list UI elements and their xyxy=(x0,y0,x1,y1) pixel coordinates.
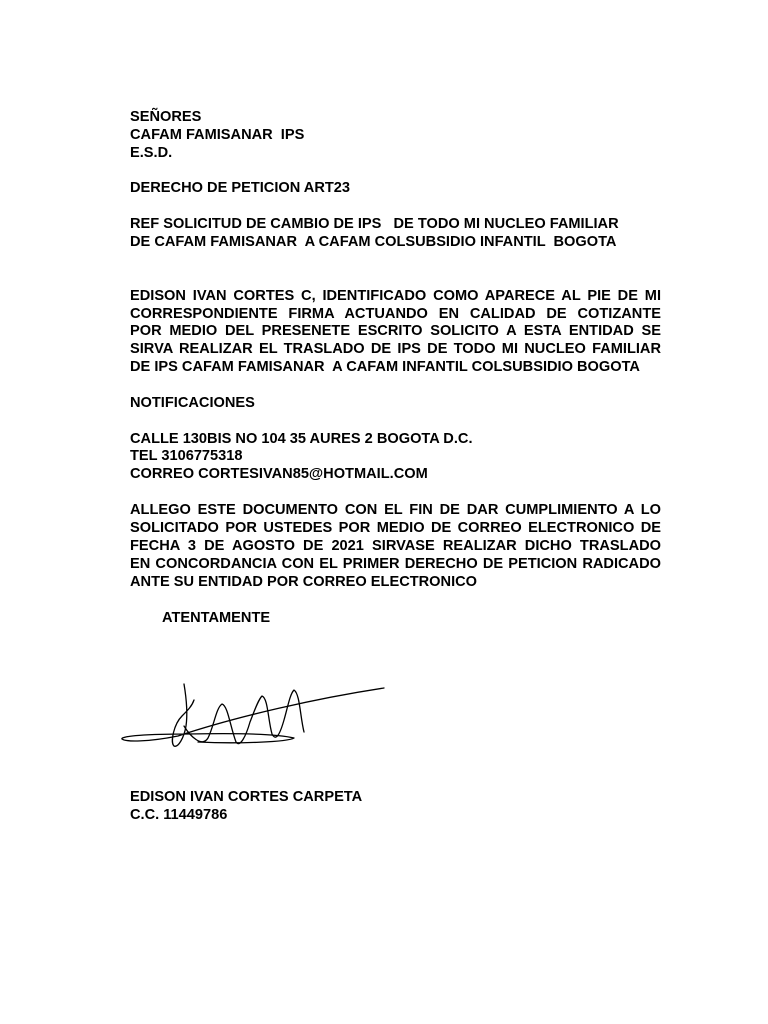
valediction: ATENTAMENTE xyxy=(162,610,271,626)
recipient-line-2: CAFAM FAMISANAR IPS xyxy=(130,127,305,143)
closing-line-5: ANTE SU ENTIDAD POR CORREO ELECTRONICO xyxy=(130,574,478,590)
body-line-5: DE IPS CAFAM FAMISANAR A CAFAM INFANTIL COLSUBSIDIO BOGOTA xyxy=(130,359,640,375)
body-line-2: CORRESPONDIENTE FIRMA ACTUANDO EN CALIDAD DE COTIZANTE xyxy=(130,306,661,322)
recipient-line-1: SEÑORES xyxy=(130,109,202,125)
closing-line-3: FECHA 3 DE AGOSTO DE 2021 SIRVASE REALIZAR DICHO TRASLADO xyxy=(130,538,661,554)
signatory-id: C.C. 11449786 xyxy=(130,807,228,823)
closing-line-2: SOLICITADO POR USTEDES POR MEDIO DE CORREO ELECTRONICO DE xyxy=(130,520,661,536)
closing-line-1: ALLEGO ESTE DOCUMENTO CON EL FIN DE DAR CUMPLIMIENTO A LO xyxy=(130,502,661,518)
subject-line: DERECHO DE PETICION ART23 xyxy=(130,180,351,196)
closing-line-4: EN CONCORDANCIA CON EL PRIMER DERECHO DE PETICION RADICADO xyxy=(130,556,661,572)
notification-email: CORREO CORTESIVAN85@HOTMAIL.COM xyxy=(130,466,428,482)
recipient-line-3: E.S.D. xyxy=(130,145,173,161)
notification-phone: TEL 3106775318 xyxy=(130,448,243,464)
body-line-1: EDISON IVAN CORTES C, IDENTIFICADO COMO APARECE AL PIE DE MI xyxy=(130,288,661,304)
body-line-3: POR MEDIO DEL PRESENETE ESCRITO SOLICITO A ESTA ENTIDAD SE xyxy=(130,323,661,339)
handwritten-signature xyxy=(118,676,388,756)
reference-line-1: REF SOLICITUD DE CAMBIO DE IPS DE TODO MI NUCLEO FAMILIAR xyxy=(130,216,619,232)
reference-line-2: DE CAFAM FAMISANAR A CAFAM COLSUBSIDIO INFANTIL BOGOTA xyxy=(130,234,617,250)
body-line-4: SIRVA REALIZAR EL TRASLADO DE IPS DE TODO MI NUCLEO FAMILIAR xyxy=(130,341,661,357)
notifications-heading: NOTIFICACIONES xyxy=(130,395,255,411)
signatory-name: EDISON IVAN CORTES CARPETA xyxy=(130,789,363,805)
notification-address: CALLE 130BIS NO 104 35 AURES 2 BOGOTA D.C. xyxy=(130,431,473,447)
